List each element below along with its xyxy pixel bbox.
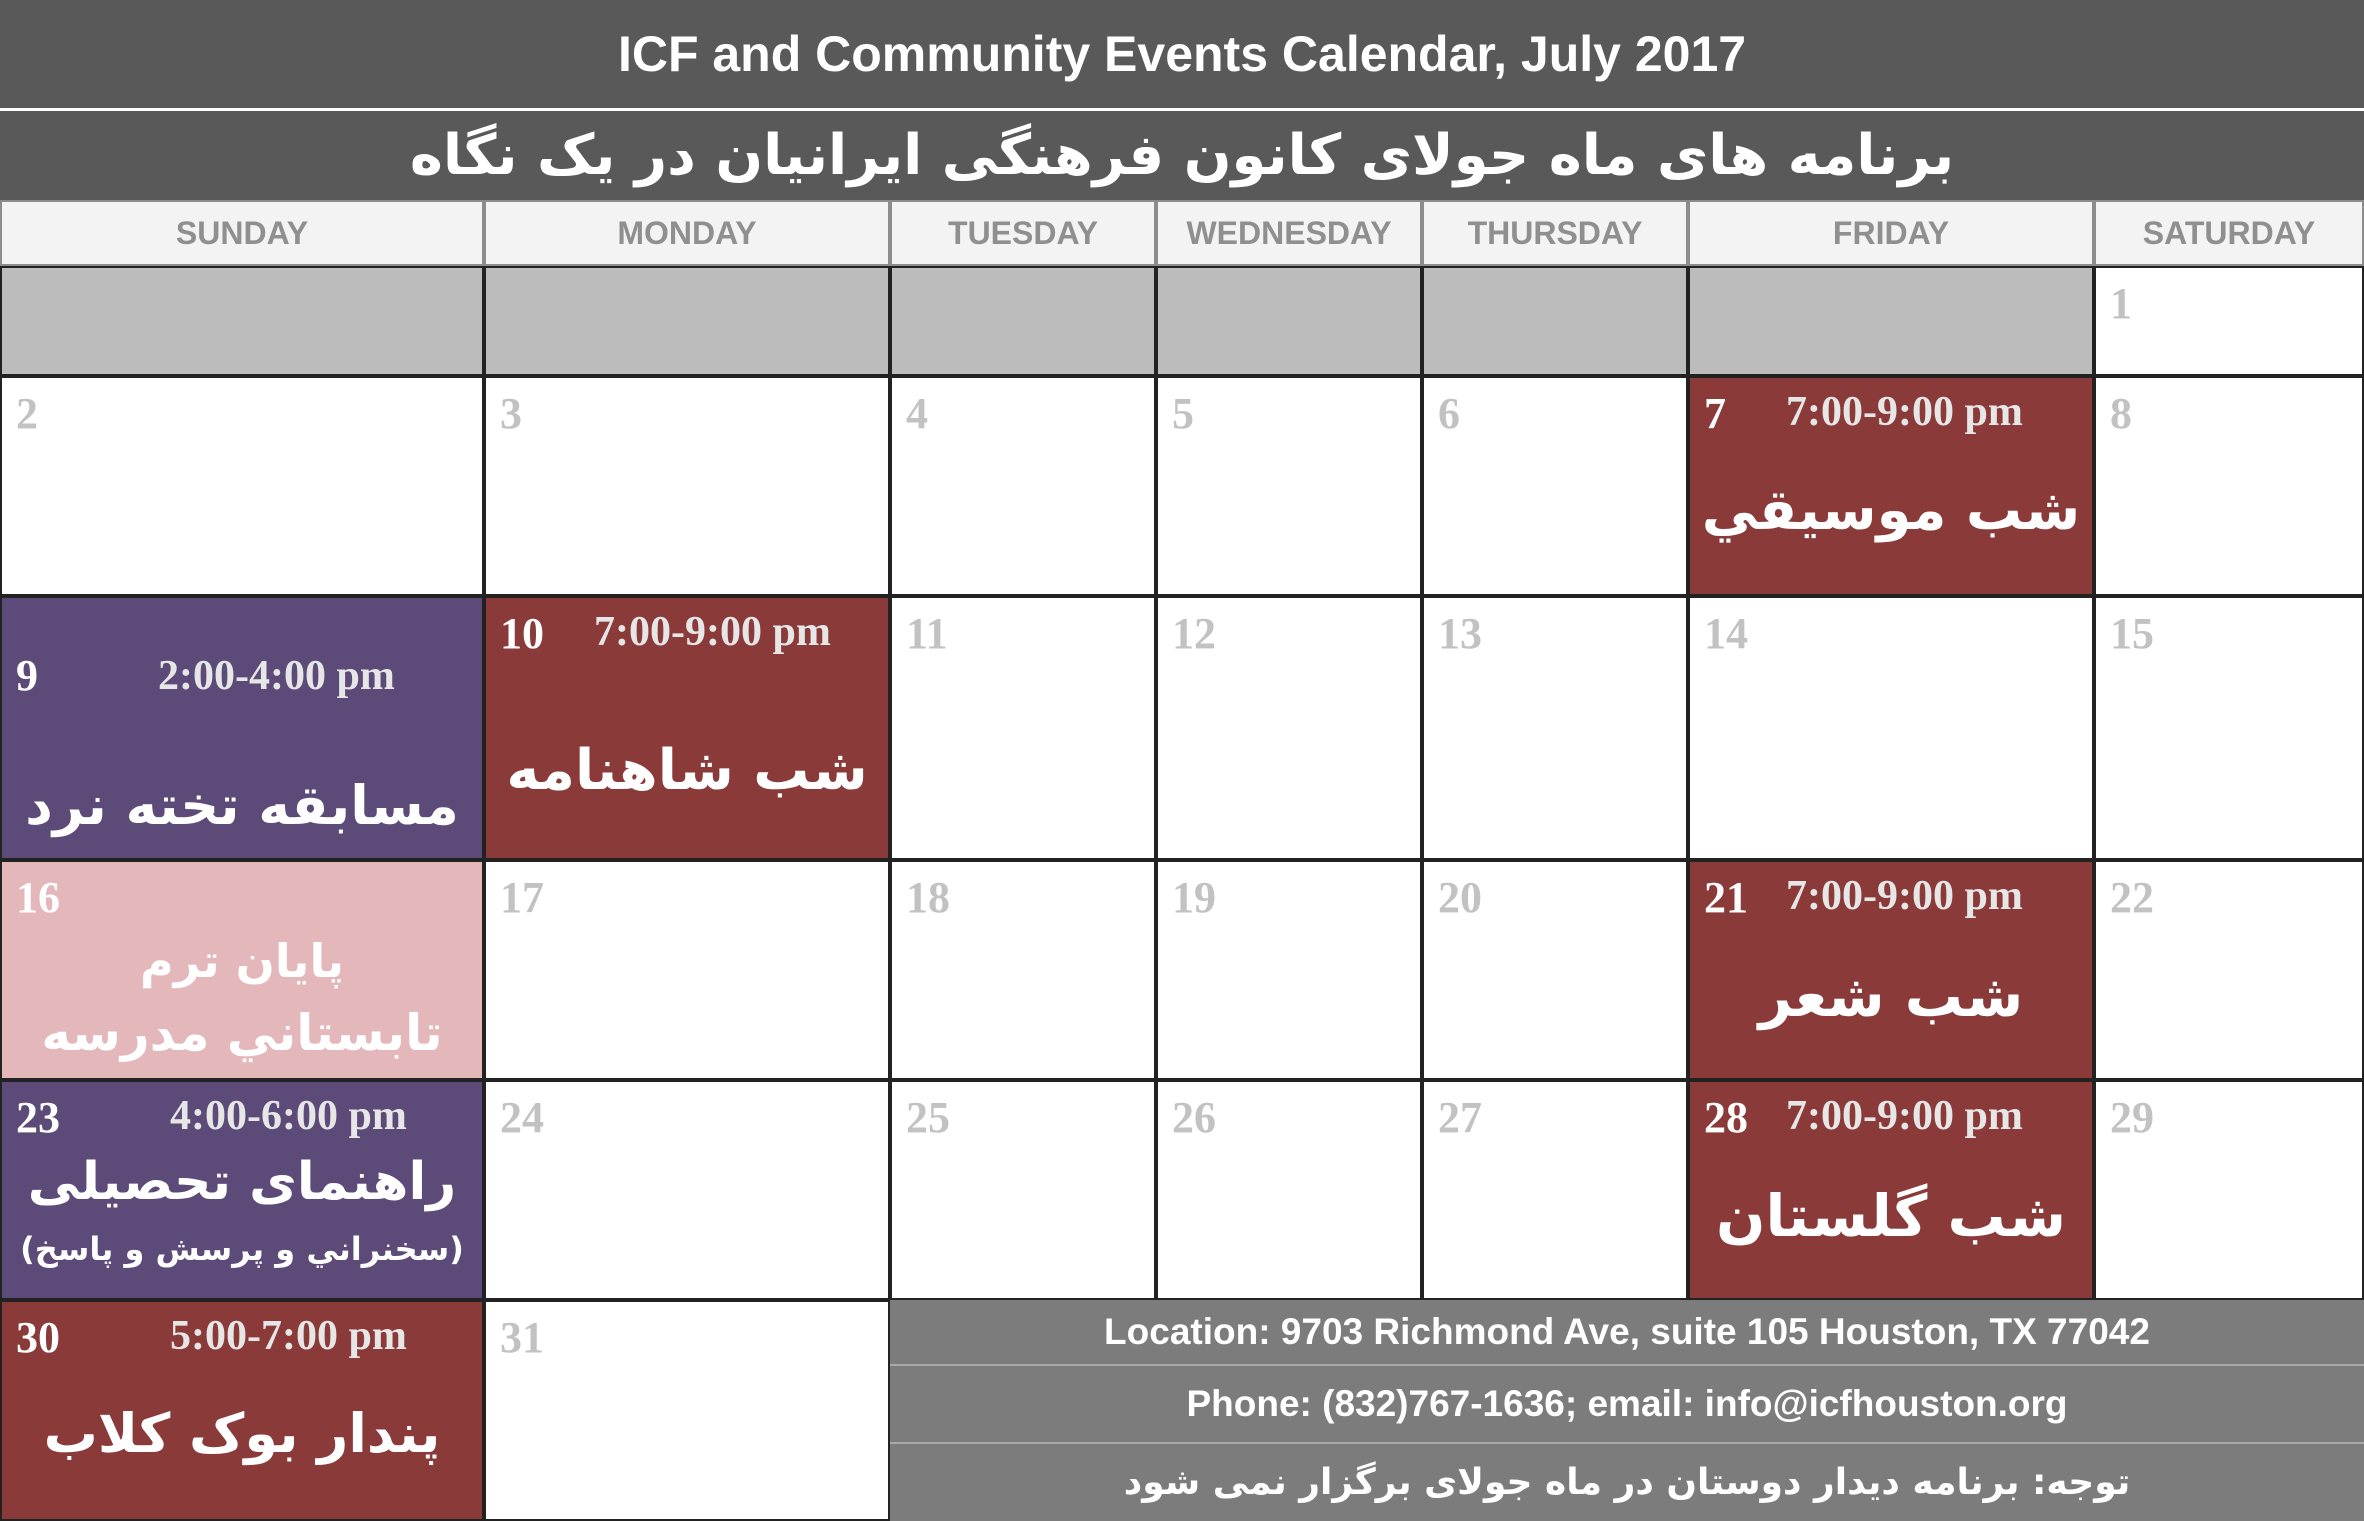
contact-info: Phone: (832)767-1636; email: info@icfhouston.org xyxy=(890,1366,2364,1444)
day-cell-13 xyxy=(1422,596,1688,860)
day-cell-6 xyxy=(1422,376,1688,596)
date-number: 14 xyxy=(1704,609,1748,658)
date-number: 8 xyxy=(2110,389,2132,438)
date-number: 9 xyxy=(16,651,38,700)
event-cell-30 xyxy=(0,1300,484,1521)
date-number: 3 xyxy=(500,389,522,438)
day-cell-1 xyxy=(2094,266,2364,376)
day-cell-27 xyxy=(1422,1080,1688,1300)
date-number: 19 xyxy=(1172,873,1216,922)
date-number: 4 xyxy=(906,389,928,438)
event-title: راهنمای تحصیلی xyxy=(27,1152,457,1212)
date-number: 23 xyxy=(16,1093,60,1142)
day-header-monday: MONDAY xyxy=(484,200,890,266)
day-cell-14 xyxy=(1688,596,2094,860)
event-time: 7:00-9:00 pm xyxy=(594,609,831,655)
day-cell-31 xyxy=(484,1300,890,1521)
date-number: 25 xyxy=(906,1093,950,1142)
event-subtitle: (سخنراني و پرسش و پاسخ) xyxy=(20,1230,464,1268)
blank-cell xyxy=(1156,266,1422,376)
event-title: شب موسیقي xyxy=(1701,478,2081,543)
calendar-subtitle-fa: برنامه های ماه جولای کانون فرهنگی ایرانیان در یک نگاه xyxy=(0,108,2364,200)
event-time: 7:00-9:00 pm xyxy=(1786,1093,2023,1139)
day-cell-19 xyxy=(1156,860,1422,1080)
day-cell-2 xyxy=(0,376,484,596)
notice-fa: توجه: برنامه دیدار دوستان در ماه جولای برگزار نمی شود xyxy=(890,1444,2364,1521)
event-time: 2:00-4:00 pm xyxy=(158,653,395,699)
day-header-wednesday: WEDNESDAY xyxy=(1156,200,1422,266)
date-number: 22 xyxy=(2110,873,2154,922)
date-number: 27 xyxy=(1438,1093,1482,1142)
date-number: 28 xyxy=(1704,1093,1748,1142)
date-number: 7 xyxy=(1704,389,1726,438)
event-cell-21 xyxy=(1688,860,2094,1080)
day-cell-25 xyxy=(890,1080,1156,1300)
day-cell-12 xyxy=(1156,596,1422,860)
date-number: 26 xyxy=(1172,1093,1216,1142)
date-number: 21 xyxy=(1704,873,1748,922)
date-number: 18 xyxy=(906,873,950,922)
date-number: 5 xyxy=(1172,389,1194,438)
date-number: 17 xyxy=(500,873,544,922)
blank-cell xyxy=(0,266,484,376)
day-cell-17 xyxy=(484,860,890,1080)
day-cell-3 xyxy=(484,376,890,596)
day-header-thursday: THURSDAY xyxy=(1422,200,1688,266)
blank-cell xyxy=(484,266,890,376)
day-cell-15 xyxy=(2094,596,2364,860)
day-cell-29 xyxy=(2094,1080,2364,1300)
event-title-line2: تابستاني مدرسه xyxy=(41,1004,443,1062)
event-cell-28 xyxy=(1688,1080,2094,1300)
blank-cell xyxy=(1422,266,1688,376)
date-number: 2 xyxy=(16,389,38,438)
day-cell-20 xyxy=(1422,860,1688,1080)
blank-cell xyxy=(890,266,1156,376)
day-cell-22 xyxy=(2094,860,2364,1080)
day-header-tuesday: TUESDAY xyxy=(890,200,1156,266)
day-cell-4 xyxy=(890,376,1156,596)
date-number: 6 xyxy=(1438,389,1460,438)
event-title: شب شعر xyxy=(1758,962,2024,1030)
event-time: 5:00-7:00 pm xyxy=(170,1313,407,1359)
event-cell-10 xyxy=(484,596,890,860)
day-cell-5 xyxy=(1156,376,1422,596)
event-time: 4:00-6:00 pm xyxy=(170,1093,407,1139)
event-cell-23 xyxy=(0,1080,484,1300)
date-number: 10 xyxy=(500,609,544,658)
date-number: 12 xyxy=(1172,609,1216,658)
calendar-title: ICF and Community Events Calendar, July 2017 xyxy=(0,0,2364,108)
day-header-sunday: SUNDAY xyxy=(0,200,484,266)
day-cell-18 xyxy=(890,860,1156,1080)
date-number: 29 xyxy=(2110,1093,2154,1142)
day-header-friday: FRIDAY xyxy=(1688,200,2094,266)
event-cell-7 xyxy=(1688,376,2094,596)
date-number: 30 xyxy=(16,1313,60,1362)
event-cell-16 xyxy=(0,860,484,1080)
event-time: 7:00-9:00 pm xyxy=(1786,873,2023,919)
event-title: شب شاهنامه xyxy=(506,738,868,803)
event-time: 7:00-9:00 pm xyxy=(1786,389,2023,435)
day-cell-24 xyxy=(484,1080,890,1300)
date-number: 11 xyxy=(906,609,948,658)
event-cell-9 xyxy=(0,596,484,860)
date-number: 1 xyxy=(2110,279,2132,328)
event-title: مسابقه تخته نرد xyxy=(25,774,459,837)
date-number: 13 xyxy=(1438,609,1482,658)
day-cell-8 xyxy=(2094,376,2364,596)
event-title-line1: پایان ترم xyxy=(140,934,344,988)
date-number: 15 xyxy=(2110,609,2154,658)
day-cell-11 xyxy=(890,596,1156,860)
date-number: 31 xyxy=(500,1313,544,1362)
event-title: شب گلستان xyxy=(1715,1182,2066,1250)
day-header-saturday: SATURDAY xyxy=(2094,200,2364,266)
blank-cell xyxy=(1688,266,2094,376)
date-number: 24 xyxy=(500,1093,544,1142)
location-info: Location: 9703 Richmond Ave, suite 105 Houston, TX 77042 xyxy=(890,1300,2364,1366)
day-cell-26 xyxy=(1156,1080,1422,1300)
event-title: پندار بوک کلاب xyxy=(43,1402,441,1465)
date-number: 20 xyxy=(1438,873,1482,922)
date-number: 16 xyxy=(16,873,60,922)
